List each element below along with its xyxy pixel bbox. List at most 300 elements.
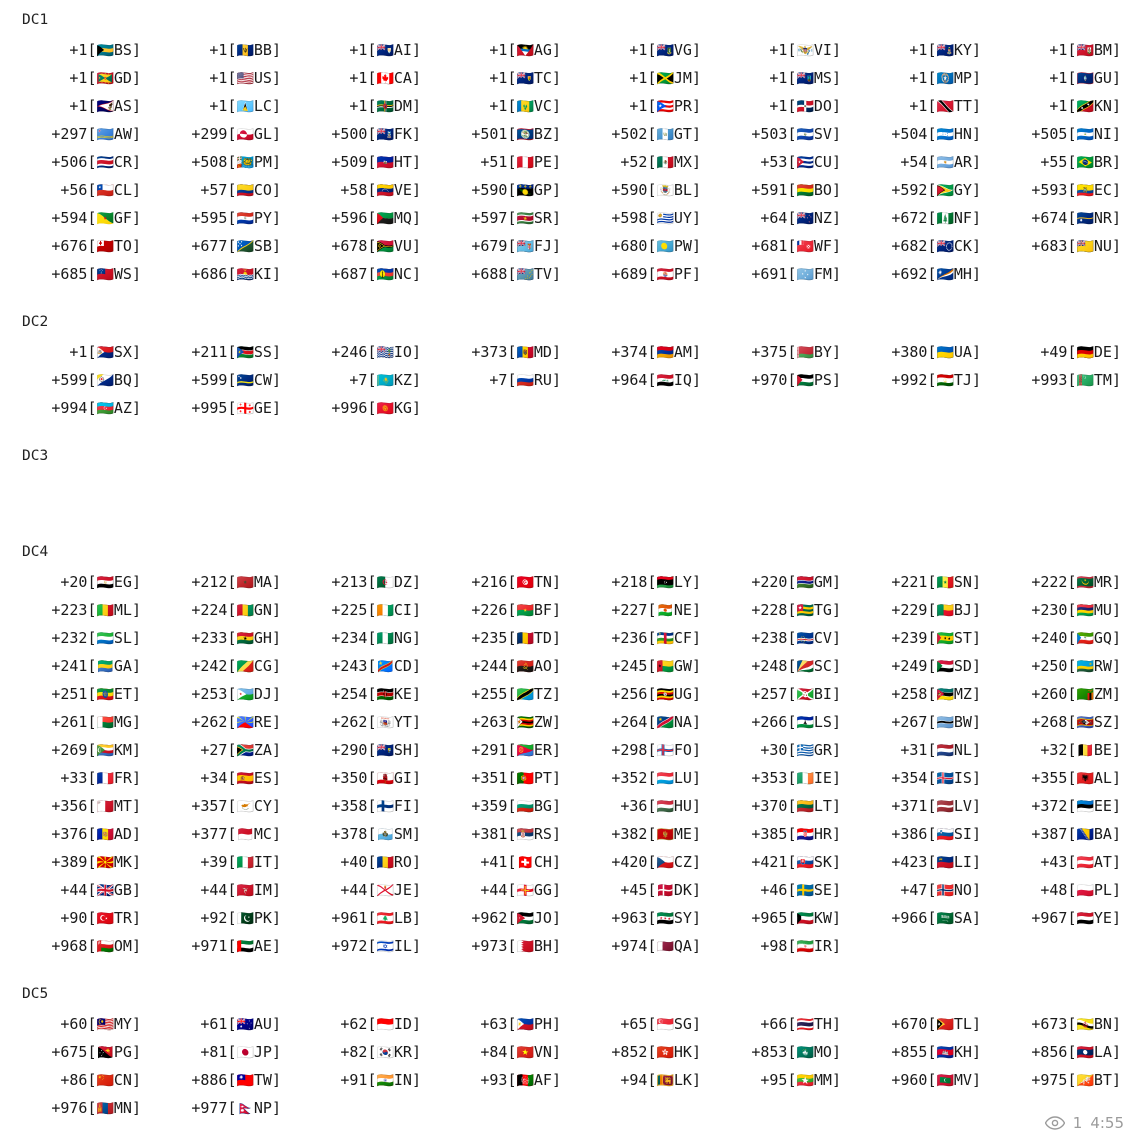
country-code-entry[interactable] [442,120,582,148]
country-code-entry[interactable] [442,148,582,176]
country-code-entry[interactable] [162,596,302,624]
country-code-entry[interactable] [162,338,302,366]
country-code-entry[interactable] [582,148,722,176]
bracket-open: [ [507,685,517,703]
bracket-open: [ [87,153,97,171]
country-code-entry[interactable] [302,64,442,92]
country-code-entry[interactable] [862,338,1002,366]
country-code-entry[interactable] [722,624,862,652]
country-code-entry[interactable] [162,708,302,736]
country-code-entry[interactable] [862,366,1002,394]
country-code-entry[interactable] [302,848,442,876]
country-code-entry[interactable] [862,204,1002,232]
bracket-close: ] [691,265,701,283]
country-code-entry[interactable] [22,764,162,792]
country-code-entry[interactable] [442,876,582,904]
flag-icon: 🇬🇺 [1076,71,1094,87]
country-code-entry[interactable] [22,708,162,736]
country-code-entry[interactable] [582,652,722,680]
country-code-entry[interactable] [302,596,442,624]
bracket-close: ] [131,97,141,115]
country-code-entry[interactable] [302,204,442,232]
country-code-entry[interactable] [722,92,862,120]
country-code-entry[interactable] [722,680,862,708]
country-code-entry[interactable] [22,120,162,148]
country-code-entry[interactable] [1002,624,1142,652]
country-code-entry[interactable] [442,1010,582,1038]
country-code-entry[interactable] [582,176,722,204]
country-code-entry[interactable] [302,1010,442,1038]
country-code-entry[interactable] [862,120,1002,148]
country-code-entry[interactable] [862,36,1002,64]
bracket-close: ] [1111,69,1121,87]
country-code-entry[interactable] [1002,820,1142,848]
country-code-entry[interactable] [862,596,1002,624]
country-code-entry[interactable] [162,64,302,92]
country-code-entry[interactable] [862,232,1002,260]
country-code-entry[interactable] [862,736,1002,764]
country-code-entry[interactable] [22,36,162,64]
country-code-entry[interactable] [582,708,722,736]
country-code-entry[interactable] [442,792,582,820]
country-code-entry[interactable] [22,338,162,366]
country-code-entry[interactable] [22,1038,162,1066]
bracket-close: ] [411,399,421,417]
country-code-entry[interactable] [162,36,302,64]
bracket-close: ] [971,601,981,619]
country-code-entry[interactable] [722,568,862,596]
country-code-entry[interactable] [302,624,442,652]
country-code-entry[interactable] [582,736,722,764]
iso-code: IE [813,769,832,787]
bracket-close: ] [1111,657,1121,675]
country-code-entry[interactable] [22,64,162,92]
country-code-entry[interactable] [22,596,162,624]
country-code-entry[interactable] [302,120,442,148]
country-code-entry[interactable] [442,260,582,288]
flag-icon: 🇰🇾 [936,43,954,59]
country-code-entry[interactable] [722,366,862,394]
bracket-close: ] [831,265,841,283]
country-code-entry[interactable] [582,366,722,394]
country-code-entry[interactable] [442,848,582,876]
country-code-entry[interactable] [162,904,302,932]
country-code-entry[interactable] [22,848,162,876]
country-code-entry[interactable] [22,204,162,232]
country-code-entry[interactable] [582,204,722,232]
country-code-entry[interactable] [22,1010,162,1038]
country-code-entry[interactable] [722,736,862,764]
iso-code: MQ [393,209,412,227]
country-code-entry[interactable] [722,596,862,624]
country-code-entry[interactable] [22,876,162,904]
bracket-close: ] [1111,769,1121,787]
country-code-entry[interactable] [302,876,442,904]
country-code-entry[interactable] [722,120,862,148]
iso-code: MV [953,1071,972,1089]
country-code-entry[interactable] [302,680,442,708]
iso-code: JO [533,909,552,927]
dial-code: +57 [200,181,228,199]
dial-code: +46 [760,881,788,899]
country-code-entry[interactable] [722,204,862,232]
iso-code: TJ [953,371,972,389]
country-code-entry[interactable] [582,568,722,596]
country-code-entry[interactable] [722,1066,862,1094]
country-code-entry[interactable] [862,652,1002,680]
country-code-entry[interactable] [162,1010,302,1038]
country-code-entry[interactable] [302,792,442,820]
iso-code: TT [953,97,972,115]
dial-code: +370 [751,797,788,815]
country-code-entry[interactable] [302,652,442,680]
country-code-entry[interactable] [722,36,862,64]
iso-code: LA [1093,1043,1112,1061]
country-code-entry[interactable] [722,876,862,904]
flag-icon: 🇧🇮 [796,687,814,703]
bracket-close: ] [1111,797,1121,815]
country-code-entry[interactable] [162,176,302,204]
iso-code: IN [393,1071,412,1089]
country-code-entry[interactable] [442,1038,582,1066]
iso-code: BY [813,343,832,361]
country-code-entry[interactable] [722,260,862,288]
flag-icon: 🇳🇨 [376,267,394,283]
iso-code: NP [253,1099,272,1117]
country-code-entry[interactable] [22,820,162,848]
country-code-entry[interactable] [162,624,302,652]
dial-code: +47 [900,881,928,899]
country-code-entry[interactable] [302,394,442,422]
dial-code: +350 [331,769,368,787]
country-code-entry[interactable] [862,680,1002,708]
country-code-entry[interactable] [162,820,302,848]
country-code-entry[interactable] [442,64,582,92]
country-code-entry[interactable] [1002,764,1142,792]
flag-icon: 🇲🇭 [936,267,954,283]
country-code-entry[interactable] [722,1038,862,1066]
country-code-entry[interactable] [162,260,302,288]
country-code-entry[interactable] [722,338,862,366]
dial-code: +590 [611,181,648,199]
country-code-entry[interactable] [1002,596,1142,624]
flag-icon: 🇨🇺 [796,155,814,171]
country-code-entry[interactable] [582,932,722,960]
country-code-entry[interactable] [722,848,862,876]
country-code-entry[interactable] [1002,708,1142,736]
country-code-entry[interactable] [862,792,1002,820]
iso-code: HK [673,1043,692,1061]
country-code-entry[interactable] [22,624,162,652]
country-code-entry[interactable] [862,260,1002,288]
flag-icon: 🇱🇻 [936,799,954,815]
country-code-entry[interactable] [22,932,162,960]
country-code-entry[interactable] [1002,204,1142,232]
country-code-entry[interactable] [162,394,302,422]
flag-icon: 🇲🇦 [236,575,254,591]
country-code-entry[interactable] [22,568,162,596]
country-code-entry[interactable] [302,820,442,848]
country-code-entry[interactable] [162,1094,302,1122]
country-code-entry[interactable] [302,736,442,764]
country-code-entry[interactable] [722,148,862,176]
country-code-entry[interactable] [162,232,302,260]
country-code-entry[interactable] [1002,792,1142,820]
country-code-entry[interactable] [442,764,582,792]
country-code-entry[interactable] [1002,36,1142,64]
country-code-entry[interactable] [442,820,582,848]
country-code-entry[interactable] [302,176,442,204]
country-code-entry[interactable] [1002,904,1142,932]
bracket-close: ] [971,343,981,361]
country-code-entry[interactable] [1002,148,1142,176]
country-code-entry[interactable] [582,260,722,288]
bracket-close: ] [131,825,141,843]
country-code-entry[interactable] [442,92,582,120]
country-code-entry[interactable] [442,708,582,736]
country-code-entry[interactable] [162,876,302,904]
country-code-entry[interactable] [582,232,722,260]
bracket-open: [ [647,825,657,843]
iso-code: TC [533,69,552,87]
country-code-entry[interactable] [442,932,582,960]
country-code-entry[interactable] [582,64,722,92]
country-code-entry[interactable] [302,338,442,366]
country-code-entry[interactable] [1002,848,1142,876]
country-code-entry[interactable] [162,148,302,176]
country-code-entry[interactable] [862,568,1002,596]
flag-icon: 🇵🇸 [796,373,814,389]
country-code-entry[interactable] [162,568,302,596]
country-code-entry[interactable] [862,148,1002,176]
country-code-entry[interactable] [302,36,442,64]
bracket-open: [ [787,97,797,115]
bracket-close: ] [551,1071,561,1089]
country-code-entry[interactable] [22,1094,162,1122]
country-code-entry[interactable] [22,792,162,820]
country-code-entry[interactable] [162,1038,302,1066]
country-code-entry[interactable] [722,820,862,848]
country-code-entry[interactable] [1002,1010,1142,1038]
country-code-entry[interactable] [162,764,302,792]
country-code-entry[interactable] [162,120,302,148]
dial-code: +248 [751,657,788,675]
flag-icon: 🇹🇴 [96,239,114,255]
dial-code: +224 [191,601,228,619]
country-code-entry[interactable] [722,932,862,960]
country-code-entry[interactable] [582,1038,722,1066]
country-code-entry[interactable] [302,932,442,960]
country-code-entry[interactable] [582,120,722,148]
country-code-entry[interactable] [442,232,582,260]
dial-code: +91 [340,1071,368,1089]
country-code-entry[interactable] [442,36,582,64]
bracket-close: ] [131,573,141,591]
country-code-entry[interactable] [162,204,302,232]
country-code-entry[interactable] [162,1066,302,1094]
country-code-entry[interactable] [1002,64,1142,92]
bracket-open: [ [227,825,237,843]
group-spacer [22,422,1126,436]
country-code-entry[interactable] [442,1066,582,1094]
flag-icon: 🇳🇫 [936,211,954,227]
country-code-entry[interactable] [442,568,582,596]
country-code-entry[interactable] [302,1066,442,1094]
country-code-entry[interactable] [722,232,862,260]
country-code-entry[interactable] [22,680,162,708]
country-code-entry[interactable] [1002,876,1142,904]
country-code-entry[interactable] [162,680,302,708]
bracket-close: ] [131,181,141,199]
bracket-open: [ [647,713,657,731]
country-code-entry[interactable] [862,64,1002,92]
country-code-entry[interactable] [442,736,582,764]
dial-code: +60 [60,1015,88,1033]
country-code-entry[interactable] [22,176,162,204]
country-code-entry[interactable] [582,92,722,120]
country-code-entry[interactable] [1002,120,1142,148]
country-code-entry[interactable] [1002,366,1142,394]
country-code-entry[interactable] [442,904,582,932]
country-code-entry[interactable] [722,652,862,680]
country-code-grid [22,568,1126,960]
bracket-close: ] [691,1071,701,1089]
country-code-entry[interactable] [22,148,162,176]
country-code-entry[interactable] [722,1010,862,1038]
country-code-entry[interactable] [162,736,302,764]
country-code-entry[interactable] [162,366,302,394]
country-code-entry[interactable] [862,904,1002,932]
country-code-entry[interactable] [442,596,582,624]
country-code-entry[interactable] [862,92,1002,120]
country-code-entry[interactable] [442,204,582,232]
country-code-entry[interactable] [162,92,302,120]
country-code-entry[interactable] [302,904,442,932]
country-code-entry[interactable] [442,624,582,652]
country-code-entry[interactable] [862,1010,1002,1038]
country-code-entry[interactable] [862,764,1002,792]
country-code-entry[interactable] [302,708,442,736]
country-code-entry[interactable] [302,1038,442,1066]
country-code-entry[interactable] [1002,736,1142,764]
country-code-entry[interactable] [22,260,162,288]
country-code-entry[interactable] [442,176,582,204]
bracket-open: [ [787,153,797,171]
dial-code: +241 [51,657,88,675]
country-code-entry[interactable] [302,232,442,260]
bracket-open: [ [227,97,237,115]
country-code-entry[interactable] [582,680,722,708]
country-code-entry[interactable] [582,848,722,876]
country-code-entry[interactable] [162,792,302,820]
country-code-entry[interactable] [582,338,722,366]
bracket-close: ] [1111,713,1121,731]
country-code-entry[interactable] [722,792,862,820]
country-code-entry[interactable] [862,624,1002,652]
bracket-open: [ [927,797,937,815]
country-code-entry[interactable] [162,848,302,876]
country-code-entry[interactable] [582,1010,722,1038]
dial-code: +976 [51,1099,88,1117]
iso-code: KI [253,265,272,283]
country-code-entry[interactable] [862,1066,1002,1094]
country-code-entry[interactable] [162,652,302,680]
country-code-entry[interactable] [22,232,162,260]
country-code-entry[interactable] [722,176,862,204]
bracket-close: ] [551,601,561,619]
country-code-entry[interactable] [22,736,162,764]
country-code-entry[interactable] [722,64,862,92]
country-code-entry[interactable] [1002,1066,1142,1094]
country-code-entry[interactable] [1002,652,1142,680]
dial-code: +677 [191,237,228,255]
country-code-entry[interactable] [302,148,442,176]
country-code-entry[interactable] [1002,1038,1142,1066]
bracket-open: [ [507,573,517,591]
country-code-entry[interactable] [442,680,582,708]
country-code-entry[interactable] [722,904,862,932]
country-code-entry[interactable] [582,624,722,652]
country-code-entry[interactable] [582,820,722,848]
iso-code: NL [953,741,972,759]
country-code-entry[interactable] [442,652,582,680]
iso-code: GB [113,881,132,899]
country-code-entry[interactable] [1002,176,1142,204]
country-code-entry[interactable] [22,92,162,120]
country-code-entry[interactable] [22,904,162,932]
iso-code: ML [113,601,132,619]
country-code-entry[interactable] [1002,568,1142,596]
dc-groups [22,6,1126,1136]
dial-code: +232 [51,629,88,647]
country-code-entry[interactable] [162,932,302,960]
country-code-entry[interactable] [442,366,582,394]
country-code-entry[interactable] [1002,338,1142,366]
country-code-entry[interactable] [582,764,722,792]
country-code-entry[interactable] [862,708,1002,736]
country-code-entry[interactable] [1002,680,1142,708]
country-code-entry[interactable] [22,366,162,394]
country-code-entry[interactable] [722,708,862,736]
country-code-entry[interactable] [302,764,442,792]
bracket-open: [ [927,181,937,199]
country-code-entry[interactable] [582,876,722,904]
country-code-entry[interactable] [22,652,162,680]
country-code-entry[interactable] [22,1066,162,1094]
country-code-entry[interactable] [302,366,442,394]
country-code-entry[interactable] [722,764,862,792]
flag-icon: 🇲🇺 [1076,603,1094,619]
country-code-entry[interactable] [582,792,722,820]
country-code-entry[interactable] [582,1066,722,1094]
country-code-entry[interactable] [302,260,442,288]
country-code-entry[interactable] [1002,92,1142,120]
country-code-entry[interactable] [862,176,1002,204]
country-code-entry[interactable] [22,394,162,422]
country-code-entry[interactable] [862,848,1002,876]
country-code-entry[interactable] [1002,232,1142,260]
country-code-entry[interactable] [442,338,582,366]
country-code-entry[interactable] [862,1038,1002,1066]
iso-code: BO [813,181,832,199]
country-code-entry[interactable] [862,820,1002,848]
country-code-entry[interactable] [582,596,722,624]
country-code-entry[interactable] [302,568,442,596]
country-code-entry[interactable] [862,876,1002,904]
country-code-entry[interactable] [582,904,722,932]
country-code-entry[interactable] [582,36,722,64]
country-code-entry[interactable] [302,92,442,120]
